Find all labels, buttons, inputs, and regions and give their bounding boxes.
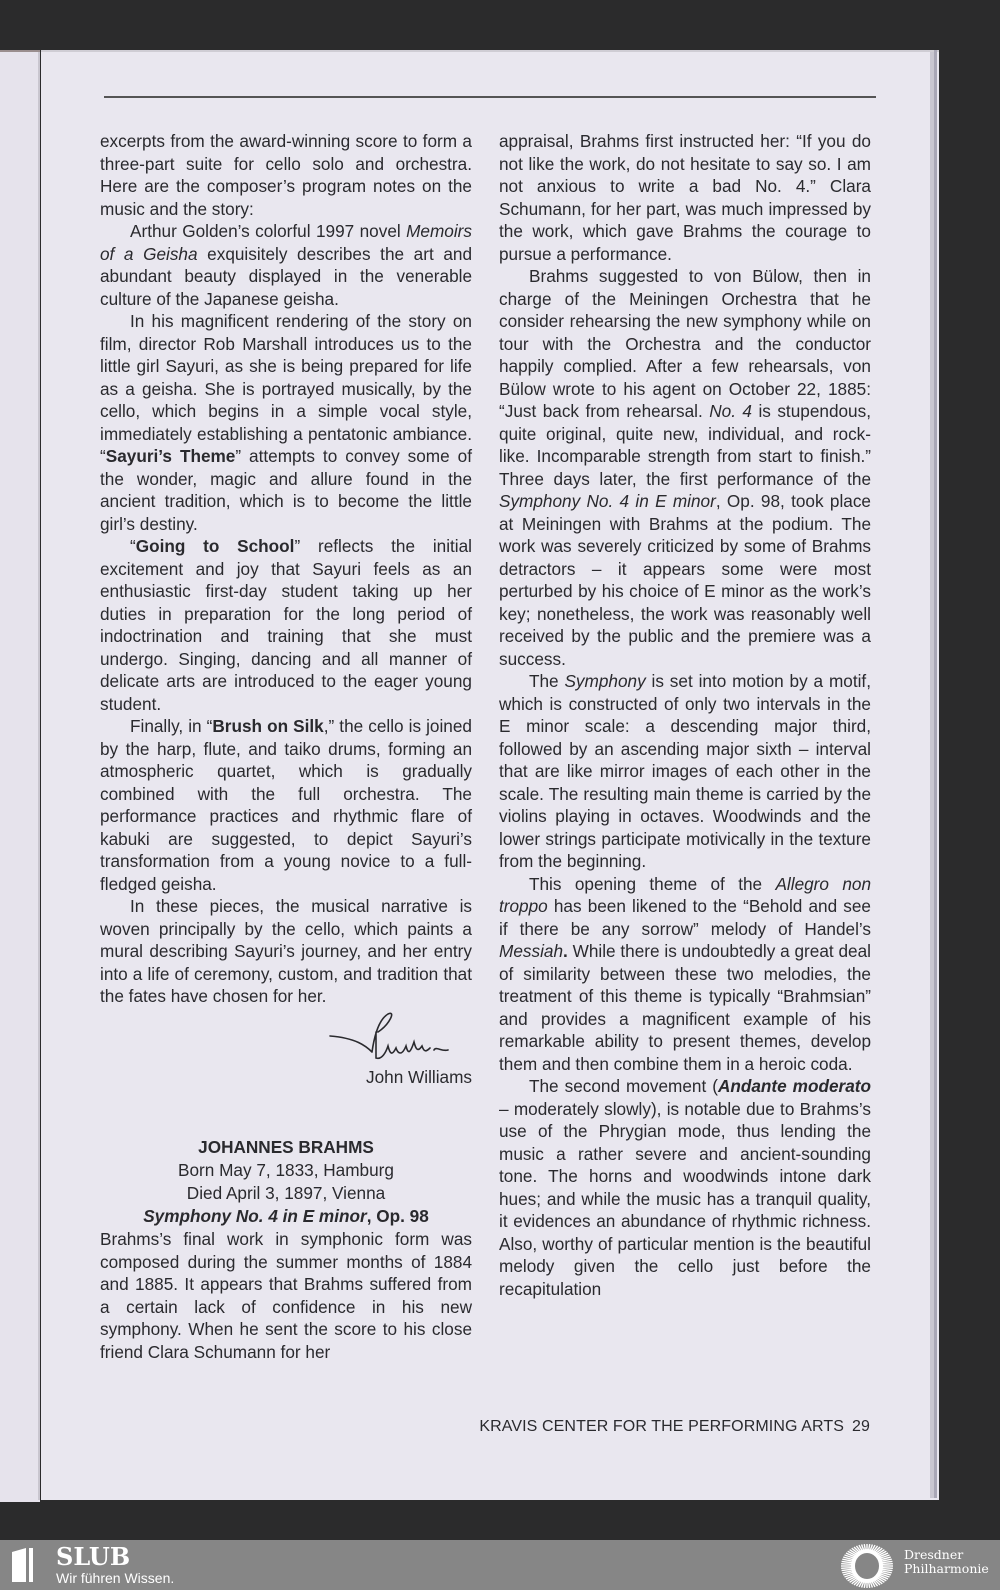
work-title <box>100 1205 472 1228</box>
composer-died: Died April 3, 1897, Vienna <box>186 1183 386 1203</box>
composer-name: JOHANNES BRAHMS <box>198 1137 374 1157</box>
paragraph: excerpts from the award-winning score to form a three-part suite for cello solo and orchestra. Here are the composer’s program notes on the music and the story: <box>100 131 472 219</box>
right-column-body <box>499 130 871 1300</box>
signature-name: John Williams <box>365 1066 472 1087</box>
gutter-line <box>38 52 40 1500</box>
paragraph: This opening theme of the Allegro non troppo has been likened to the “Behold and see if there be any sorrow” melody of Handel’s Messiah. While there is undoubtedly a great deal of similarity between these two melodies, the treatment of this theme is typically “Brahmsian” and provides a magnificent example of his remarkable ability to present themes, develop them and then combine them in a heroic coda. <box>499 873 872 1074</box>
philharmonie-logo-icon <box>840 1543 894 1589</box>
left-column <box>100 130 472 1363</box>
work-opus: , Op. 98 <box>366 1206 429 1226</box>
partner-name-line2: Philharmonie <box>904 1561 989 1576</box>
partner-name <box>904 1548 989 1576</box>
composer-born: Born May 7, 1833, Hamburg <box>178 1160 394 1180</box>
paragraph: The Symphony is set into motion by a motif, which is constructed of only two intervals in the E minor scale: a descending major third, followed by an ascending major sixth – interval that are like mirror images of each other in the scale. The resulting main theme is carried by the violins playing in octaves. Woodwinds and the lower strings participate motivically in the texture from the beginning. <box>499 671 871 871</box>
paragraph: In these pieces, the musical narrative is woven principally by the cello, which paints a mural describing Sayuri’s journey, and her entry into a life of ceremony, custom, and tradition that the fates have chosen for her. <box>100 896 472 1006</box>
left-column-body <box>100 130 472 1008</box>
signature-icon <box>326 1010 466 1068</box>
paragraph: appraisal, Brahms first instructed her: “If you do not like the work, do not hesitate to say so. I am not anxious to write a bad No. 4.” Clara Schumann, for her part, was much impressed by the work, which gave Brahms the courage to pursue a performance. <box>499 131 871 264</box>
composer-heading <box>100 1136 472 1228</box>
right-column <box>499 130 871 1300</box>
paragraph: Brahms suggested to von Bülow, then in charge of the Meiningen Orchestra that he consider rehearsing the new symphony while on tour with the Orchestra and the conductor happily complied. After a few rehearsals, von Bülow wrote to his agent on October 22, 1885: “Just back from rehearsal. No. 4 is stupendous, quite original, quite new, individual, and rock-like. Incomparable strength from start to finish.” Three days later, the first performance of the Symphony No. 4 in E minor, Op. 98, took place at Meiningen with Brahms at the podium. The work was severely criticized by some of Brahms detractors – it appears some were most perturbed by his choice of E minor as the work’s key; nonetheless, the work was reasonably well received by the public and the premiere was a success. <box>499 266 871 669</box>
slub-tagline: Wir führen Wissen. <box>56 1570 175 1586</box>
facing-page-edge <box>0 50 40 1502</box>
paragraph: “Going to School” reflects the initial excitement and joy that Sayuri feels as an enthusiastic first-day student taking up her duties in preparation for the long period of indoctrination and training that she must undergo. Singing, dancing and all manner of delicate arts are introduced to the eager young student. <box>100 536 472 714</box>
paragraph: Finally, in “Brush on Silk,” the cello is joined by the harp, flute, and taiko drums, forming an atmospheric quartet, which is gradually combined with the full orchestra. The performance practices and rhythmic flare of kabuki are suggested, to depict Sayuri’s transformation from a young novice to a full-fledged geisha. <box>100 716 472 894</box>
header-rule <box>104 96 876 98</box>
bottom-bar <box>0 1540 1000 1590</box>
paragraph: The second movement (Andante moderato – moderately slowly), is notable due to Brahms’s use of the Phrygian mode, thus lending the music a rather severe and ancient-sounding tone. The horns and woodwinds intone dark hues; and while the music has a tranquil quality, it evidences an abundance of rhythmic richness. Also, worthy of particular mention is the beautiful melody given the cello just before the recapitulation <box>499 1076 871 1299</box>
signature <box>100 1008 472 1066</box>
paragraph: Brahms’s final work in symphonic form was composed during the summer months of 1884 and 1885. It appears that Brahms suffered from a certain lack of confidence in his new symphony. When he sent the score to his close friend Clara Schumann for her <box>100 1229 472 1362</box>
page-edge-shadow <box>934 50 937 1498</box>
page-footer <box>470 1418 870 1436</box>
partner-name-line1: Dresdner <box>904 1547 964 1562</box>
page-number: 29 <box>852 1418 870 1435</box>
paragraph: In his magnificent rendering of the story on film, director Rob Marshall introduces us to the little girl Sayuri, as she is being prepared for life as a geisha. She is portrayed musically, by the cello, which begins in a simple vocal style, immediately establishing a pentatonic ambiance. “Sayuri’s Theme” attempts to convey some of the wonder, magic and allure found in the ancient tradition, which is to become the little girl’s destiny. <box>100 311 472 534</box>
slub-logo-text: SLUB <box>56 1542 131 1571</box>
paragraph: Arthur Golden’s colorful 1997 novel Memoirs of a Geisha exquisitely describes the art and abundant beauty displayed in the venerable culture of the Japanese geisha. <box>100 221 473 309</box>
work-name: Symphony No. 4 in E minor <box>143 1206 367 1226</box>
book-icon <box>8 1546 42 1584</box>
publication-name: KRAVIS CENTER FOR THE PERFORMING ARTS <box>479 1418 844 1435</box>
